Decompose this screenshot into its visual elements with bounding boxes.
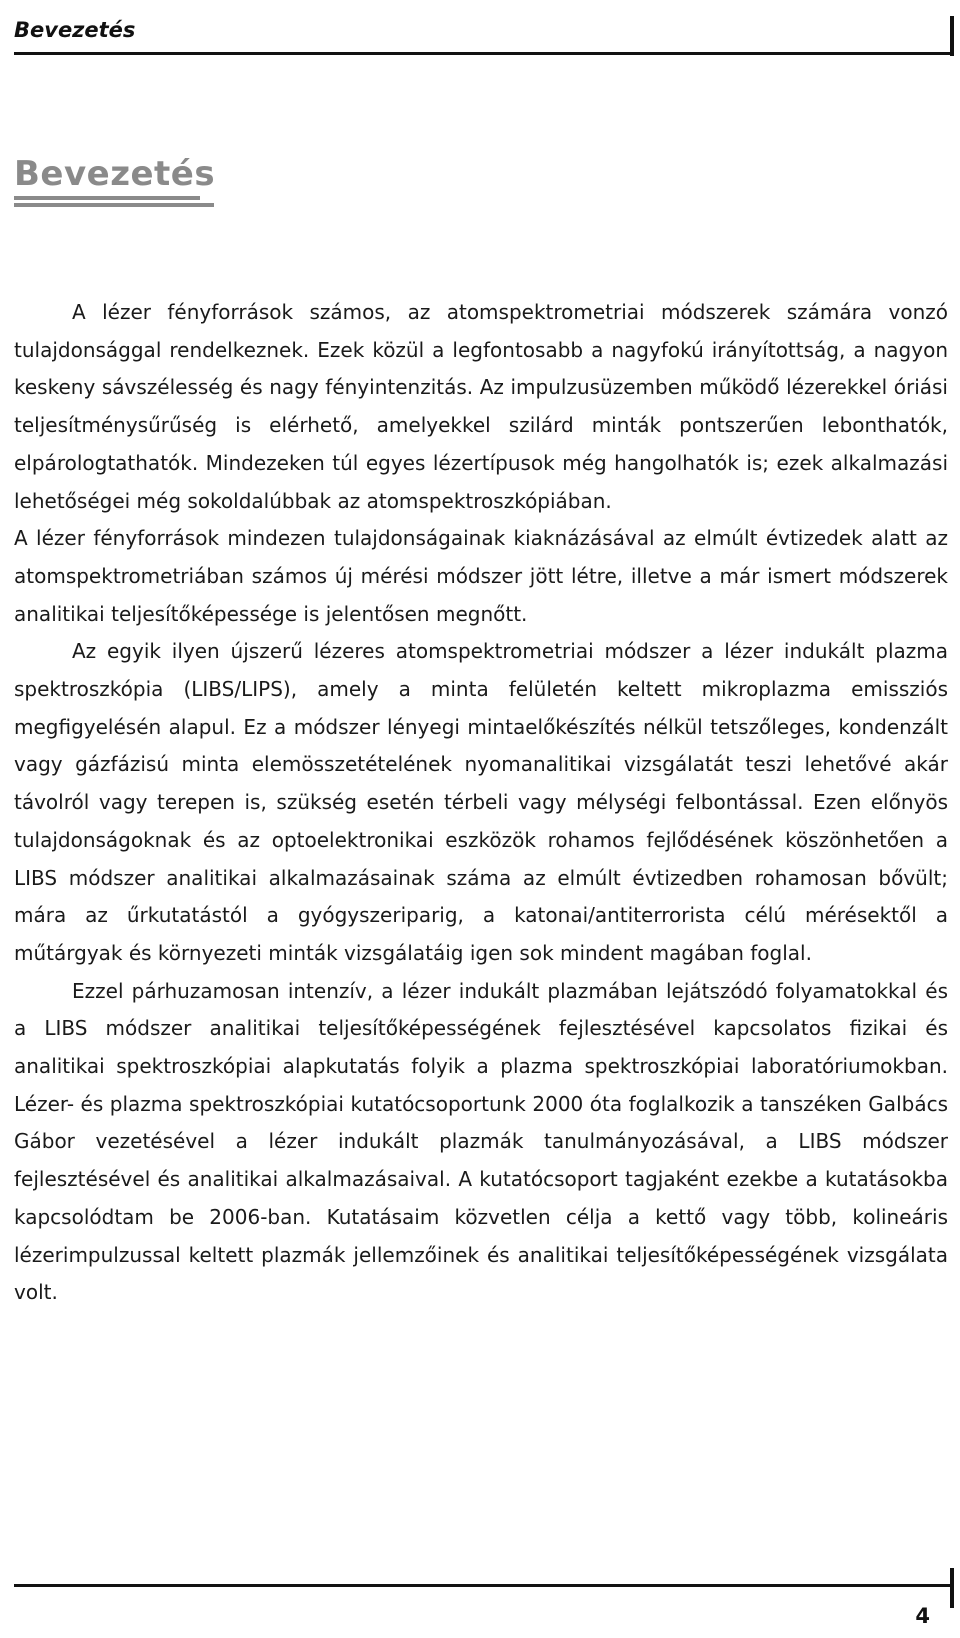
title-underline [14, 196, 200, 200]
body-text [14, 294, 948, 1312]
paragraph-2: A lézer fényforrások mindezen tulajdonságainak kiaknázásával az elmúlt évtizedek alatt az atomspektrometriában számos új mérési módszer jött létre, illetve a már ismert módszerek analitikai teljesítőképessége is jelentősen megnőtt. [14, 526, 948, 626]
paragraph-3: Az egyik ilyen újszerű lézeres atomspektrometriai módszer a lézer indukált plazma spektroszkópia (LIBS/LIPS), amely a minta felületén keltett mikroplazma emissziós megfigyelésén alapul. Ez a módszer lényegi mintaelőkészítés nélkül tetszőleges, kondenzált vagy gázfázisú minta elemösszetételének nyomanalitikai vizsgálatát teszi lehetővé akár távolról vagy terepen is, szükség esetén térbeli vagy mélységi felbontással. Ezen előnyös tulajdonságoknak és az optoelektronikai eszközök rohamos fejlődésének köszönhetően a LIBS módszer analitikai alkalmazásainak száma az elmúlt évtizedben rohamosan bővült; mára az űrkutatástól a gyógyszeriparig, a katonai/antiterrorista célú mérésektől a műtárgyak és környezeti minták vizsgálatáig igen sok mindent magában foglal. [14, 639, 948, 965]
paragraph-4: Ezzel párhuzamosan intenzív, a lézer indukált plazmában lejátszódó folyamatokkal és a LIBS módszer analitikai teljesítőképességének fejlesztésével kapcsolatos fizikai és analitikai spektroszkópiai alapkutatás folyik a plazma spektroszkópiai laboratóriumokban. Lézer- és plazma spektroszkópiai kutatócsoportunk 2000 óta foglalkozik a tanszéken Galbács Gábor vezetésével a lézer indukált plazmák tanulmányozásával, a LIBS módszer fejlesztésével és analitikai alkalmazásaival. A kutatócsoport tagjaként ezekbe a kutatásokba kapcsolódtam be 2006-ban. Kutatásaim közvetlen célja a kettő vagy több, kolineáris lézerimpulzussal keltett plazmák jellemzőinek és analitikai teljesítőképességének vizsgálata volt. [14, 978, 948, 1305]
chapter-title: Bevezetés [14, 154, 216, 194]
page-number: 4 [915, 1604, 930, 1628]
running-header-title: Bevezetés [14, 18, 136, 42]
paragraph-1: A lézer fényforrások számos, az atomspektrometriai módszerek számára vonzó tulajdonsággal rendelkeznek. Ezek közül a legfontosabb a nagyfokú irányítottság, a nagyon keskeny sávszélesség és nagy fényintenzitás. Az impulzusüzemben működő lézerekkel óriási teljesítménysűrűség is elérhető, amelyekkel szilárd minták pontszerűen lebonthatók, elpárologtathatók. Mindezeken túl egyes lézertípusok még hangolhatók is; ezek alkalmazási lehetőségei még sokoldalúbbak az atomspektroszkópiában. [14, 300, 948, 513]
title-underline-second [14, 203, 214, 207]
footer-rule [14, 1584, 954, 1587]
header-rule [14, 52, 954, 55]
footer-corner-mark [950, 1568, 954, 1608]
header-corner-mark [950, 16, 954, 56]
